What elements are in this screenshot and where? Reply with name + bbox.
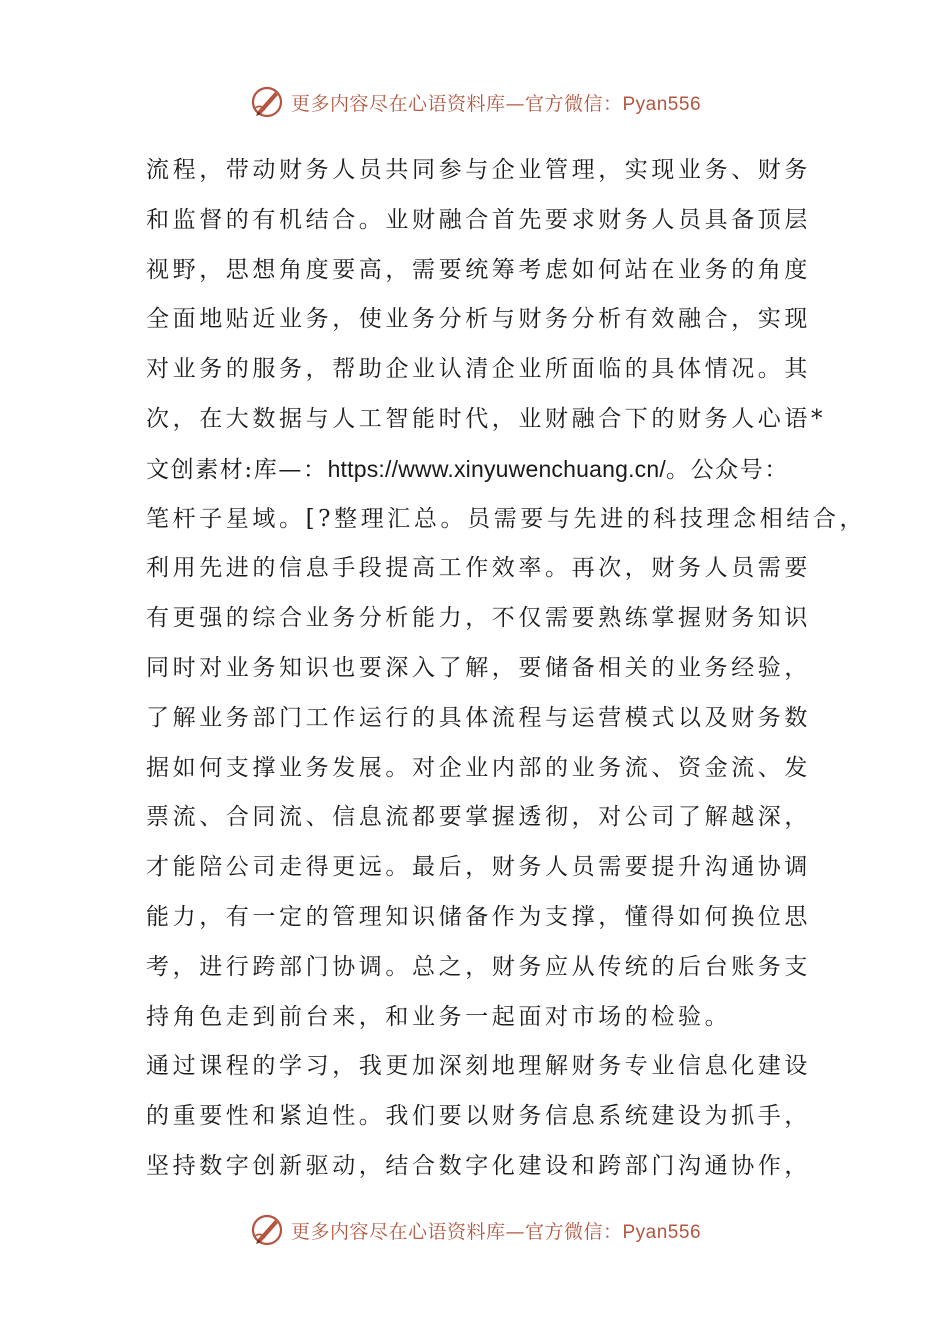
body-line: 能力，有一定的管理知识储备作为支撑，懂得如何换位思 xyxy=(146,903,811,930)
header-banner-text: 更多内容尽在心语资料库—官方微信：Pyan556 xyxy=(290,92,702,115)
body-line: 的重要性和紧迫性。我们要以财务信息系统建设为抓手， xyxy=(146,1103,811,1130)
body-line: 次，在大数据与人工智能时代，业财融合下的财务人心语* xyxy=(146,405,827,432)
body-line: 通过课程的学习，我更加深刻地理解财务专业信息化建设 xyxy=(146,1053,811,1080)
body-line: 流程，带动财务人员共同参与企业管理，实现业务、财务 xyxy=(146,157,811,183)
body-line: 笔杆子星域。[?整理汇总。员需要与先进的科技理念相结合， xyxy=(146,505,867,532)
footer-banner xyxy=(0,1210,950,1250)
document-body xyxy=(146,146,867,1192)
website-link[interactable]: https://www.xinyuwenchuang.cn/ xyxy=(327,455,666,482)
body-line: 考，进行跨部门协调。总之，财务应从传统的后台账务支 xyxy=(146,953,811,980)
wechat-id: Pyan556 xyxy=(622,93,702,115)
body-line: 有更强的综合业务分析能力，不仅需要熟练掌握财务知识 xyxy=(146,605,811,632)
body-line: 和监督的有机结合。业财融合首先要求财务人员具备顶层 xyxy=(146,206,811,233)
body-line: 了解业务部门工作运行的具体流程与运营模式以及财务数 xyxy=(146,704,811,731)
header-banner xyxy=(0,82,950,122)
footer-banner-text: 更多内容尽在心语资料库—官方微信：Pyan556 xyxy=(290,1220,702,1243)
body-line: 全面地贴近业务，使业务分析与财务分析有效融合，实现 xyxy=(146,306,811,333)
body-line: 利用先进的信息手段提高工作效率。再次，财务人员需要 xyxy=(146,555,811,582)
url-prefix: 文创素材:库—： xyxy=(146,456,328,483)
url-suffix: 。公众号： xyxy=(665,456,789,483)
body-line: 持角色走到前台来，和业务一起面对市场的检验。 xyxy=(146,1003,732,1030)
body-line: 对业务的服务，帮助企业认清企业所面临的具体情况。其 xyxy=(146,356,811,383)
body-line-url xyxy=(146,445,826,495)
body-line: 票流、合同流、信息流都要掌握透彻，对公司了解越深， xyxy=(146,804,811,831)
body-line: 据如何支撑业务发展。对企业内部的业务流、资金流、发 xyxy=(146,754,811,781)
body-line: 才能陪公司走得更远。最后，财务人员需要提升沟通协调 xyxy=(146,854,811,881)
body-line: 同时对业务知识也要深入了解，要储备相关的业务经验， xyxy=(146,654,811,681)
body-line: 视野，思想角度要高，需要统筹考虑如何站在业务的角度 xyxy=(146,256,811,283)
wechat-id: Pyan556 xyxy=(622,1221,702,1243)
body-line: 坚持数字创新驱动，结合数字化建设和跨部门沟通协作， xyxy=(146,1152,811,1179)
pen-logo-icon xyxy=(249,84,285,120)
pen-logo-icon xyxy=(249,1212,285,1248)
